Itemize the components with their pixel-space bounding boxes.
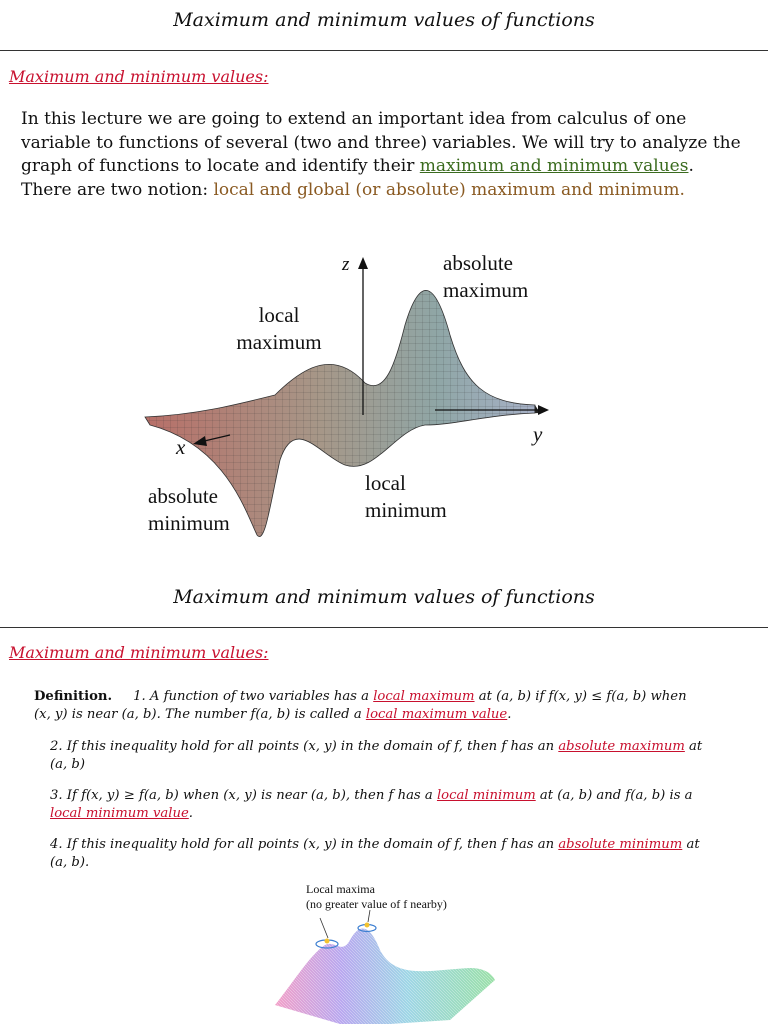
max-dot <box>325 939 330 944</box>
local-maxima-figure <box>270 910 500 1024</box>
label-line: maximum <box>443 278 529 302</box>
title-rule <box>0 50 768 51</box>
section-heading-2: Maximum and minimum values: <box>9 643 269 662</box>
label-line: minimum <box>365 498 447 522</box>
local-minimum-label <box>365 470 447 524</box>
item-text: at (a, b) <box>50 739 703 772</box>
y-axis-label: y <box>533 422 543 446</box>
definition-item-2 <box>50 738 710 774</box>
intro-text-2: There are two notion: <box>21 179 214 200</box>
z-axis-label: z <box>342 254 350 275</box>
definition-item-4 <box>50 836 710 872</box>
item-number: 2. <box>50 739 63 754</box>
local-maximum-value-term[interactable]: local maximum value <box>365 707 508 722</box>
slide-title: Maximum and minimum values of functions <box>173 9 595 31</box>
absolute-minimum-label <box>148 483 230 537</box>
definition-item-1 <box>34 688 694 724</box>
label-line: maximum <box>236 330 322 354</box>
local-maximum-label <box>229 302 329 356</box>
local-maxima-label <box>306 882 447 912</box>
intro-text: In this lecture we are going to extend an important idea from calculus of one variable to functions of several (two and three) variables. We will try to analyze the graph of functions to locate and identify their <box>21 109 741 176</box>
label-line: local <box>365 471 406 495</box>
local-minimum-value-term[interactable]: local minimum value <box>50 806 189 821</box>
item-number: 1. <box>133 689 146 704</box>
mini-surface-mesh <box>275 929 495 1024</box>
item-text: at (a, b). <box>50 837 700 870</box>
intro-text-period: . <box>688 156 694 176</box>
title-rule-2 <box>0 627 768 628</box>
z-axis-arrow <box>358 257 368 269</box>
item-text: If f(x, y) ≥ f(a, b) when (x, y) is near (a, b), then f has a <box>66 788 437 803</box>
max-dot <box>365 923 370 928</box>
absolute-minimum-term[interactable]: absolute minimum <box>558 837 683 852</box>
local-minimum-term[interactable]: local minimum <box>436 788 536 803</box>
item-text: at (a, b) if f(x, y) ≤ f(a, b) when (x, y) is near (a, b). The number f(a, b) is called a <box>34 689 687 722</box>
item-text: at (a, b) and f(a, b) is a <box>535 788 693 803</box>
pointer-line <box>320 918 328 938</box>
local-maximum-term[interactable]: local maximum <box>373 689 475 704</box>
label-line: Local maxima <box>306 882 375 896</box>
item-text: If this inequality hold for all points (x, y) in the domain of f, then f has an <box>66 739 559 754</box>
item-text: If this inequality hold for all points (x, y) in the domain of f, then f has an <box>66 837 559 852</box>
label-line: minimum <box>148 511 230 535</box>
definition-label: Definition. <box>34 689 113 704</box>
x-axis-label: x <box>176 435 186 459</box>
section-heading: Maximum and minimum values: <box>9 67 269 86</box>
label-line: absolute <box>443 251 513 275</box>
definition-item-3 <box>50 787 710 823</box>
absolute-maximum-term[interactable]: absolute maximum <box>558 739 685 754</box>
absolute-maximum-label <box>443 250 528 304</box>
item-number: 3. <box>50 788 63 803</box>
item-text: . <box>507 707 512 722</box>
label-line: local <box>258 303 300 327</box>
item-number: 4. <box>50 837 63 852</box>
slide-title-2: Maximum and minimum values of functions <box>173 586 595 608</box>
label-line: (no greater value of f nearby) <box>306 897 447 911</box>
item-text: . <box>188 806 193 821</box>
y-axis-arrow <box>538 405 549 415</box>
notion-highlight: local and global (or absolute) maximum and minimum. <box>213 179 685 200</box>
pointer-line <box>368 910 370 922</box>
label-line: absolute <box>148 484 218 508</box>
max-min-link[interactable]: maximum and minimum values <box>419 156 689 176</box>
intro-paragraph <box>21 108 751 202</box>
item-text: A function of two variables has a <box>149 689 374 704</box>
